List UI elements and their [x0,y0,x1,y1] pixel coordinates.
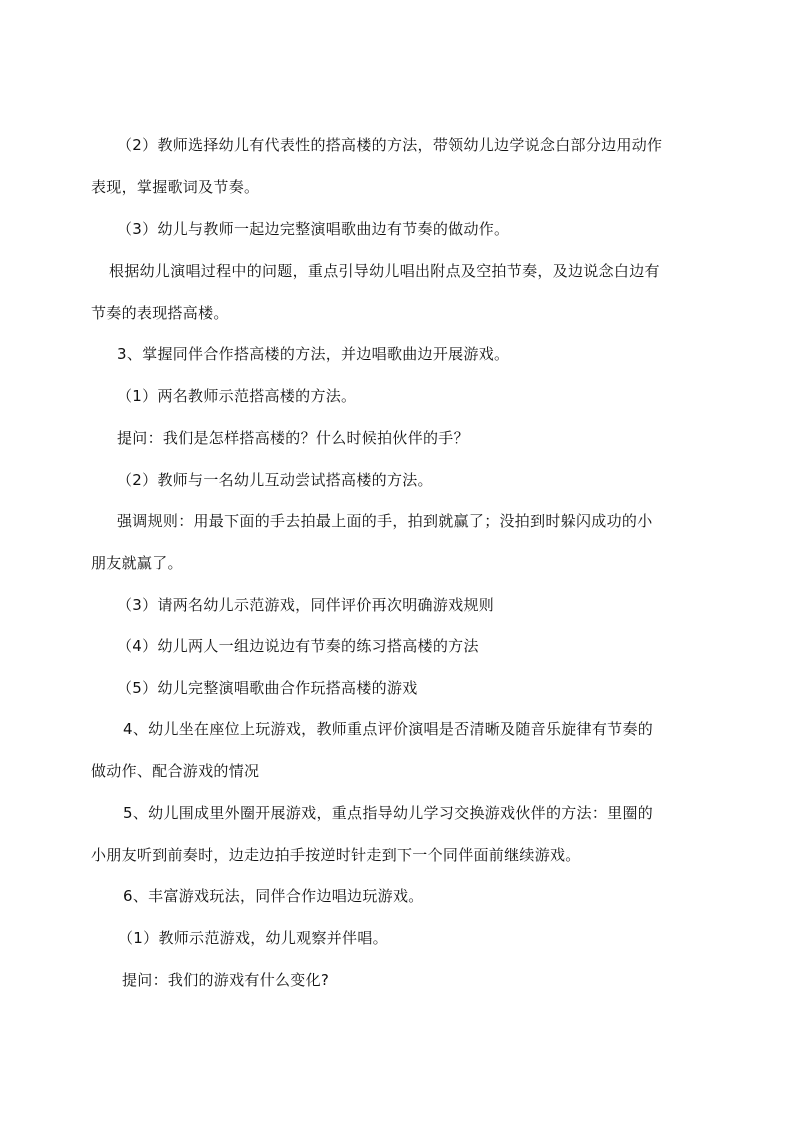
rule-line-1: 强调规则：用最下面的手去拍最上面的手，拍到就赢了；没拍到时躲闪成功的小 [117,512,653,530]
section-heading-6: 6、丰富游戏玩法，同伴合作边唱边玩游戏。 [123,887,424,905]
rule-line-2: 朋友就赢了。 [91,554,183,572]
paragraph-line-guidance-1: 根据幼儿演唱过程中的问题，重点引导幼儿唱出附点及空拍节奏，及边说念白边有 [109,262,660,280]
paragraph-line-3-3: （3）请两名幼儿示范游戏，同伴评价再次明确游戏规则 [117,596,495,614]
section-heading-5: 5、幼儿围成里外圈开展游戏，重点指导幼儿学习交换游戏伙伴的方法：里圈的 [123,804,654,822]
section-5-continuation: 小朋友听到前奏时，边走边拍手按逆时针走到下一个同伴面前继续游戏。 [91,846,581,864]
paragraph-line-guidance-2: 节奏的表现搭高楼。 [91,304,229,322]
section-4-continuation: 做动作、配合游戏的情况 [91,762,260,780]
paragraph-line-step-2-1: （2）教师选择幼儿有代表性的搭高楼的方法，带领幼儿边学说念白部分边用动作 [117,136,663,154]
question-line-2: 提问：我们的游戏有什么变化? [122,971,330,989]
paragraph-line-3-5: （5）幼儿完整演唱歌曲合作玩搭高楼的游戏 [117,679,418,697]
question-line-1: 提问：我们是怎样搭高楼的？什么时候拍伙伴的手？ [117,429,469,447]
section-heading-4: 4、幼儿坐在座位上玩游戏，教师重点评价演唱是否清晰及随音乐旋律有节奏的 [123,720,654,738]
paragraph-line-step-2-2: 表现，掌握歌词及节奏。 [91,178,260,196]
paragraph-line-6-1: （1）教师示范游戏，幼儿观察并伴唱。 [118,929,388,947]
paragraph-line-3-1: （1）两名教师示范搭高楼的方法。 [117,387,357,405]
paragraph-line-step-3: （3）幼儿与教师一起边完整演唱歌曲边有节奏的做动作。 [117,220,510,238]
section-heading-3: 3、掌握同伴合作搭高楼的方法，并边唱歌曲边开展游戏。 [117,345,510,363]
paragraph-line-3-2: （2）教师与一名幼儿互动尝试搭高楼的方法。 [117,471,433,489]
paragraph-line-3-4: （4）幼儿两人一组边说边有节奏的练习搭高楼的方法 [117,637,479,655]
